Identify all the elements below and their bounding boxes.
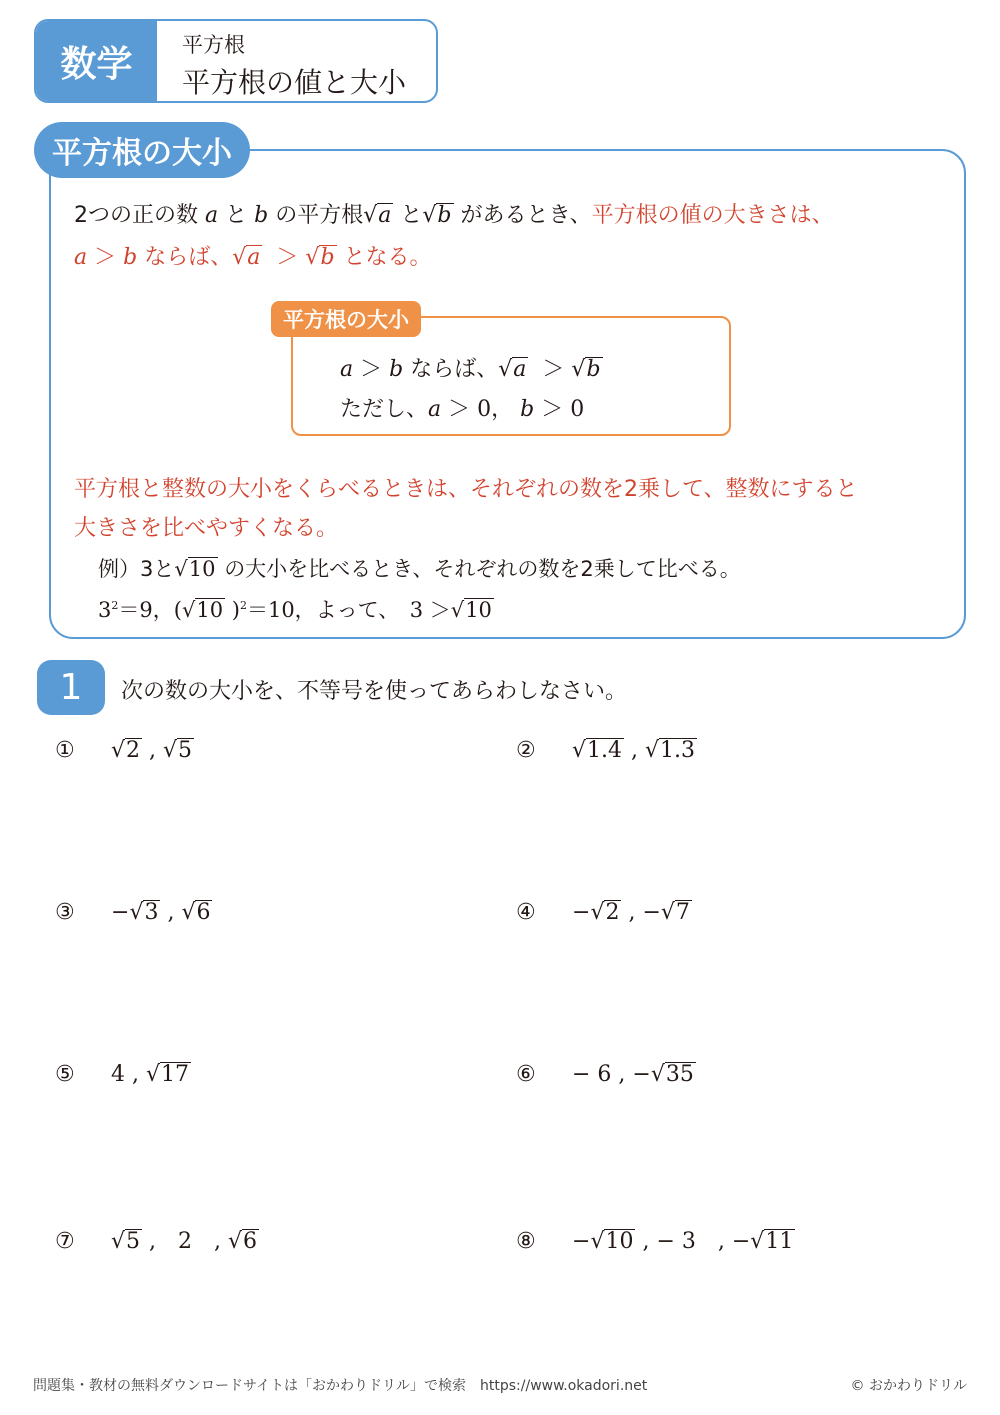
problem-4: ④ −√2 , −√7 [516,900,690,925]
footer-text: 問題集・教材の無料ダウンロードサイトは「おかわりドリル」で検索 https://www.okadori.net [33,1378,648,1394]
tip-line-2: 大きさを比べやすくなる。 [74,516,339,541]
worksheet-header [34,19,438,103]
example-line: 例）3と√10 の大小を比べるとき、それぞれの数を2乗して比べる。 [98,557,741,581]
sqrt-a: √a [363,203,392,228]
problem-5: ⑤ 4 , √17 [55,1062,190,1087]
question-instruction: 次の数の大小を、不等号を使ってあらわしなさい。 [121,679,628,704]
problem-1: ① √2 , √5 [55,738,193,763]
question-number-badge: 1 [37,660,105,715]
rule-tab: 平方根の大小 [271,301,421,337]
problem-7: ⑦ √5 , 2 , √6 [55,1229,258,1254]
explanation-tab: 平方根の大小 [34,122,250,178]
explanation-line-2: a ＞ b ならば、√a ＞ √b となる。 [74,245,432,270]
explanation-line-1: 2つの正の数 a と b の平方根√a と√b があるとき、平方根の値の大きさは、 [74,203,834,228]
rule-line-2: ただし、a ＞ 0， b ＞ 0 [340,397,585,422]
sqrt-b: √b [422,203,452,228]
footer-copyright: © おかわりドリル [850,1378,967,1394]
worksheet-title: 平方根の値と大小 [182,66,407,99]
topic-label: 平方根 [182,33,245,57]
tip-line-1: 平方根と整数の大小をくらべるときは、それぞれの数を2乗して、整数にすると [74,477,858,502]
problem-6: ⑥ − 6 , −√35 [516,1062,694,1087]
rule-line-1: a ＞ b ならば、√a ＞ √b [340,357,601,382]
problem-3: ③ −√3 , √6 [55,900,211,925]
problem-2: ② √1.4 , √1.3 [516,738,696,763]
example-calc: $3^2=9$，(√10 )$^2$＝10，よって、 3 ＞√10 [98,598,492,622]
problem-8: ⑧ −√10 , − 3 , −√11 [516,1229,794,1254]
subject-label: 数学 [36,21,157,101]
